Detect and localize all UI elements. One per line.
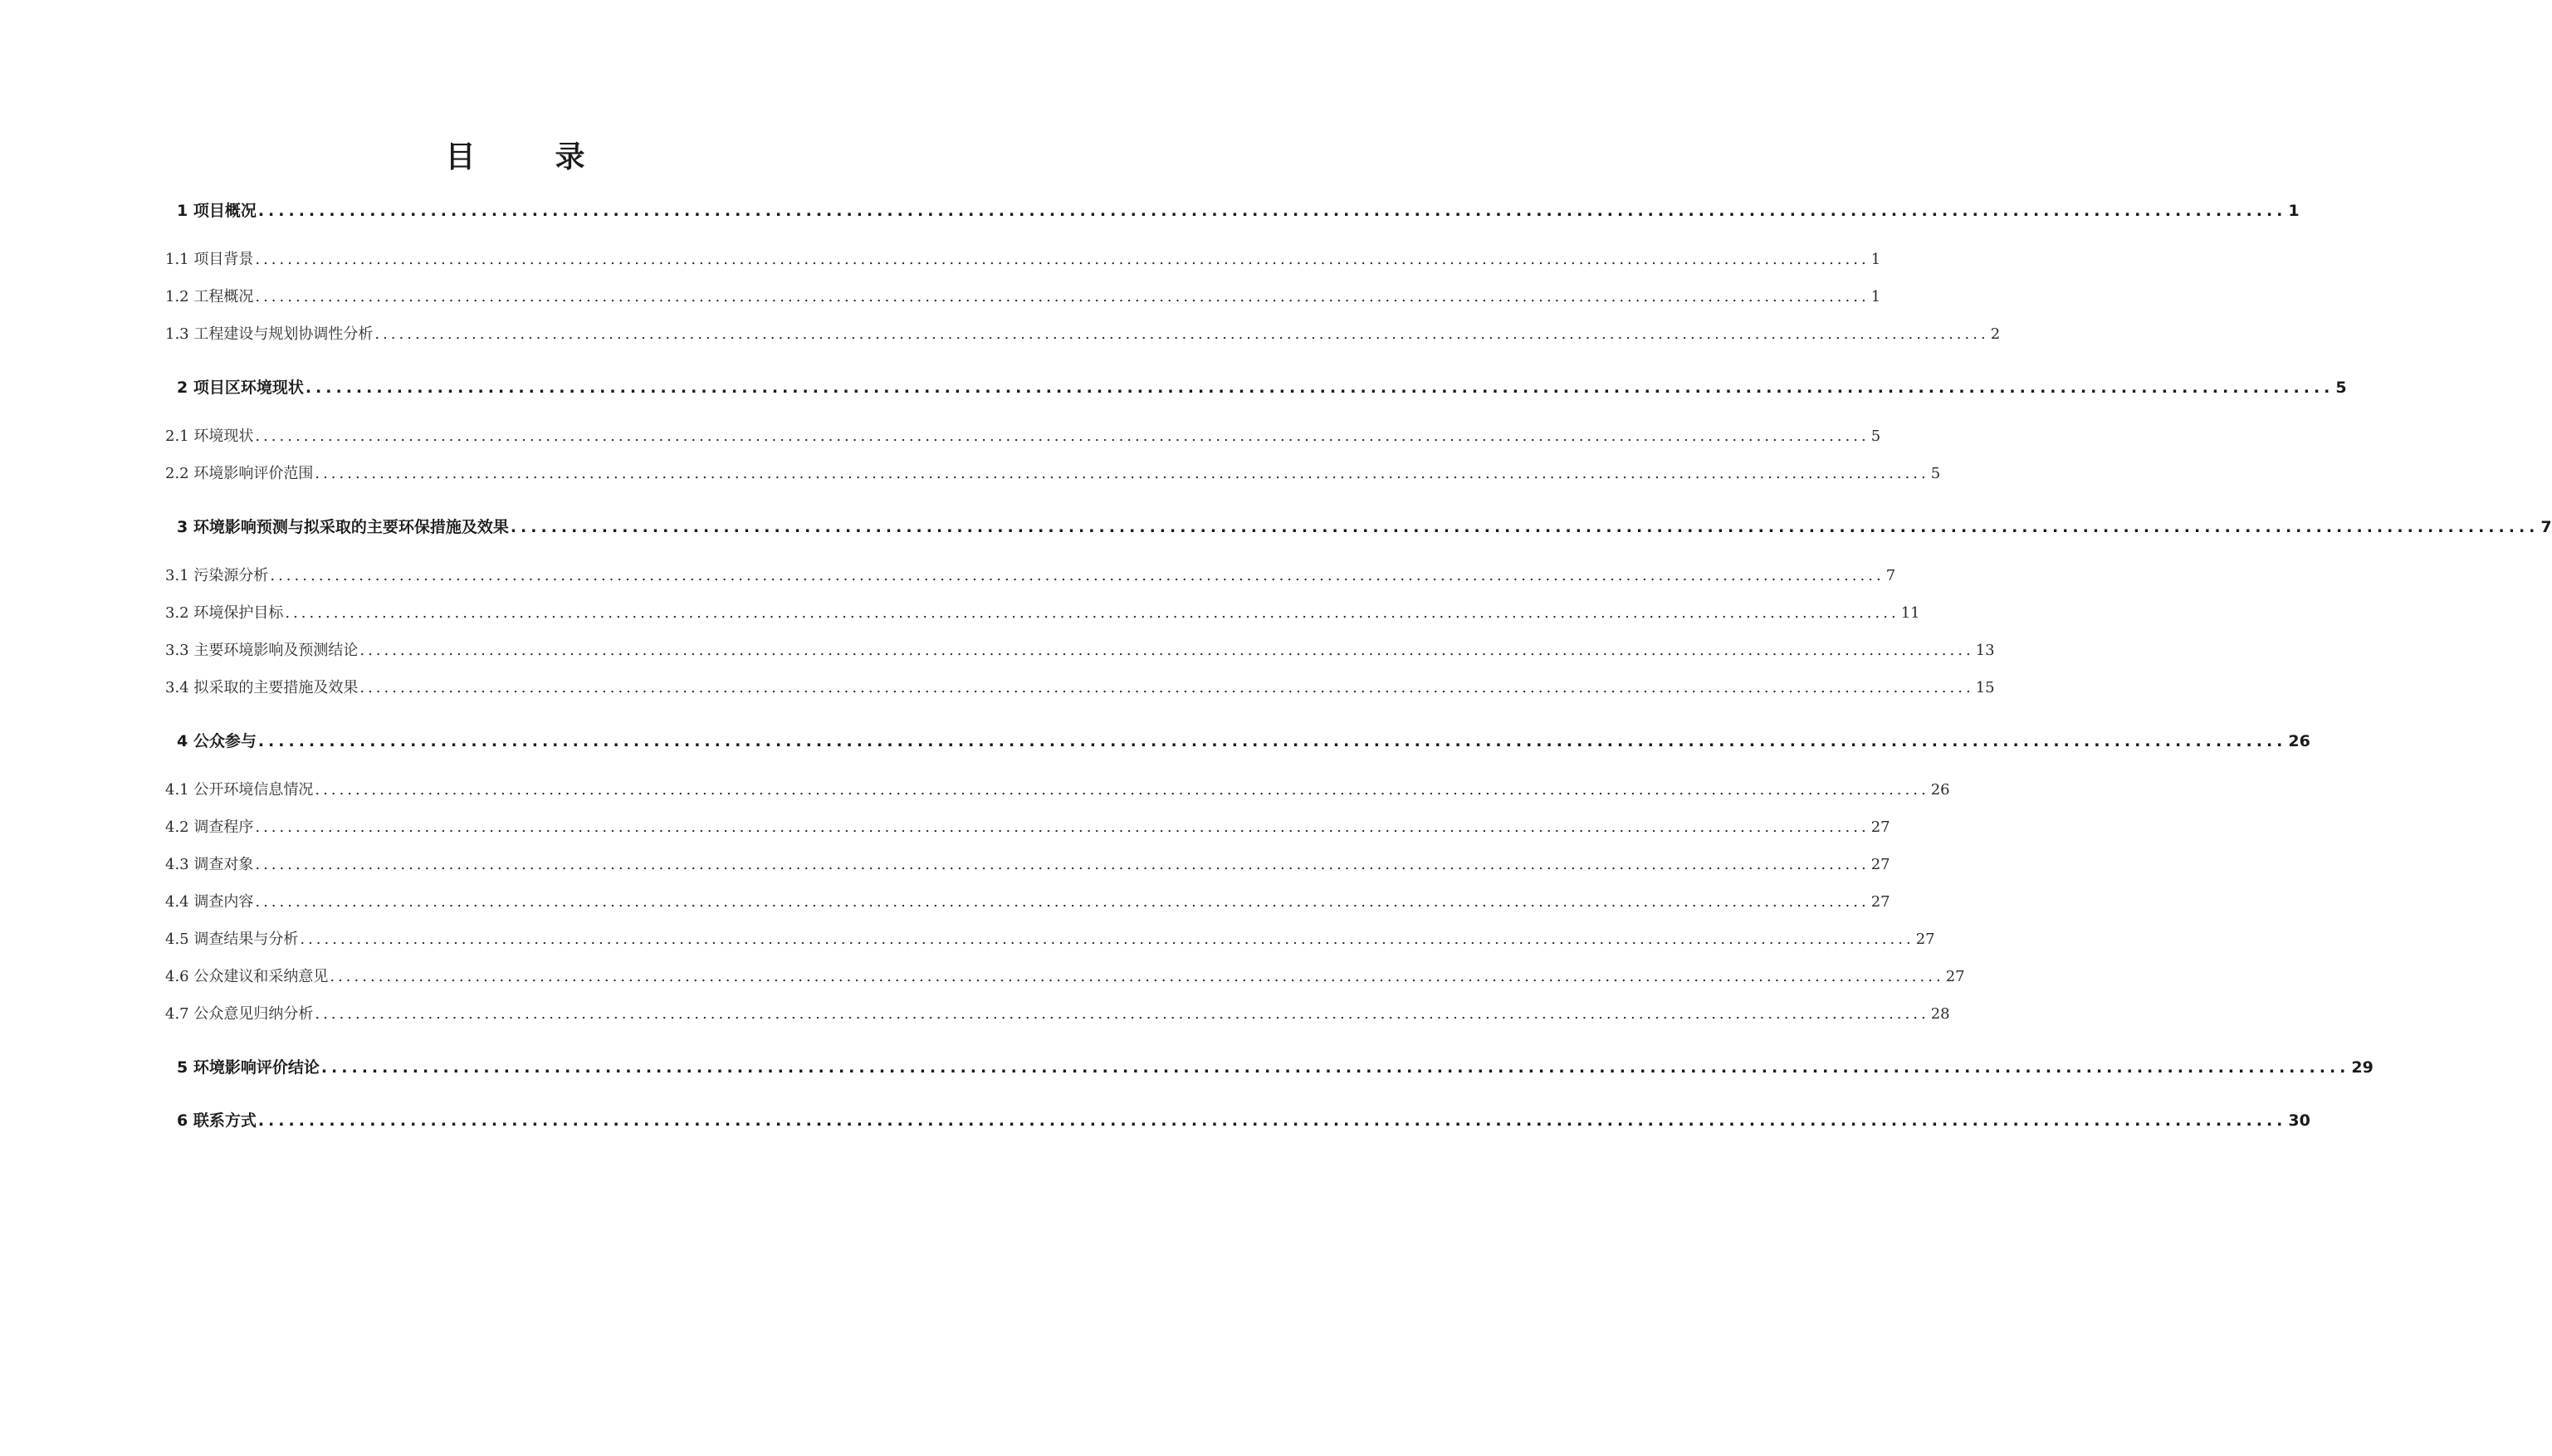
dot-leader: ........................................................................................................................................................................................................ — [359, 679, 1974, 696]
dot-leader: ........................................................................................................................................................................................................ — [270, 567, 1885, 584]
toc-entry-label: 1 项目概况 — [177, 202, 257, 220]
toc-entry-label: 3.3 主要环境影响及预测结论 — [165, 642, 359, 659]
toc-section-entry[interactable] — [165, 816, 1890, 839]
toc-page-number: 5 — [1930, 465, 1941, 482]
toc-section-entry[interactable] — [165, 853, 1890, 877]
toc-page-number: 27 — [1945, 968, 1965, 985]
toc-entry-label: 1.2 工程概况 — [165, 288, 254, 305]
page-title: 目 录 — [445, 140, 610, 174]
dot-leader: ........................................................................................................................................................................................................ — [255, 428, 1870, 445]
toc-page-number: 7 — [1885, 567, 1896, 584]
toc-entry-label: 3 环境影响预测与拟采取的主要环保措施及效果 — [177, 518, 509, 536]
toc-page-number: 26 — [2288, 732, 2310, 750]
toc-section-entry[interactable] — [165, 1003, 1950, 1026]
toc-page-number: 2 — [1990, 325, 2001, 343]
toc-entry-label: 4.2 调查程序 — [165, 818, 254, 836]
dot-leader: ........................................................................................................................................................................................................ — [285, 604, 1899, 622]
dot-leader: ........................................................................................................................................................................................................ — [257, 1112, 2287, 1130]
toc-entry-label: 3.1 污染源分析 — [165, 567, 269, 584]
dot-leader: ........................................................................................................................................................................................................ — [374, 325, 1989, 343]
toc-page-number: 11 — [1900, 604, 1920, 622]
toc-page-number: 13 — [1975, 642, 1995, 659]
toc-entry-label: 2.1 环境现状 — [165, 428, 254, 445]
toc-section-entry[interactable] — [165, 248, 1881, 271]
toc-page-number: 7 — [2540, 518, 2552, 536]
toc-chapter-entry[interactable] — [177, 730, 2310, 753]
dot-leader: ........................................................................................................................................................................................................ — [305, 379, 2334, 397]
dot-leader: ........................................................................................................................................................................................................ — [257, 732, 2287, 750]
toc-section-entry[interactable] — [165, 965, 1965, 989]
toc-section-entry[interactable] — [165, 602, 1920, 625]
toc-chapter-entry[interactable] — [177, 376, 2347, 399]
toc-entry-label: 3.4 拟采取的主要措施及效果 — [165, 679, 359, 696]
toc-chapter-entry[interactable] — [177, 199, 2300, 222]
toc-page-number: 5 — [2335, 379, 2347, 397]
dot-leader: ........................................................................................................................................................................................................ — [255, 288, 1870, 305]
dot-leader: ........................................................................................................................................................................................................ — [255, 856, 1870, 873]
toc-section-entry[interactable] — [165, 286, 1881, 309]
toc-entry-label: 2 项目区环境现状 — [177, 379, 304, 397]
dot-leader: ........................................................................................................................................................................................................ — [255, 893, 1870, 911]
toc-entry-label: 1.1 项目背景 — [165, 251, 254, 268]
toc-page-number: 27 — [1915, 931, 1935, 948]
toc-entry-label: 4.7 公众意见归纳分析 — [165, 1005, 314, 1023]
toc-chapter-entry[interactable] — [177, 1109, 2310, 1132]
dot-leader: ........................................................................................................................................................................................................ — [315, 781, 1929, 799]
toc-entry-label: 4.6 公众建议和采纳意见 — [165, 968, 329, 985]
toc-page-number: 27 — [1870, 818, 1890, 836]
toc-entry-label: 3.2 环境保护目标 — [165, 604, 284, 622]
dot-leader: ........................................................................................................................................................................................................ — [330, 968, 1944, 985]
toc-entry-label: 4.1 公开环境信息情况 — [165, 781, 314, 799]
toc-section-entry[interactable] — [165, 425, 1881, 448]
dot-leader: ........................................................................................................................................................................................................ — [300, 931, 1914, 948]
dot-leader: ........................................................................................................................................................................................................ — [320, 1058, 2350, 1077]
toc-entry-label: 5 环境影响评价结论 — [177, 1058, 320, 1077]
toc-section-entry[interactable] — [165, 462, 1941, 486]
toc-page-number: 26 — [1930, 781, 1950, 799]
dot-leader: ........................................................................................................................................................................................................ — [315, 465, 1929, 482]
toc-page-number: 1 — [1870, 288, 1881, 305]
toc-section-entry[interactable] — [165, 677, 1995, 700]
toc-page-number: 1 — [1870, 251, 1881, 268]
toc-entry-label: 2.2 环境影响评价范围 — [165, 465, 314, 482]
toc-page-number: 5 — [1870, 428, 1881, 445]
toc-page-number: 29 — [2351, 1058, 2374, 1077]
toc-page-number: 30 — [2288, 1112, 2310, 1130]
toc-section-entry[interactable] — [165, 779, 1950, 802]
toc-page-number: 1 — [2288, 202, 2300, 220]
toc-page-number: 15 — [1975, 679, 1995, 696]
toc-entry-label: 6 联系方式 — [177, 1112, 257, 1130]
dot-leader: ........................................................................................................................................................................................................ — [359, 642, 1974, 659]
toc-entry-label: 1.3 工程建设与规划协调性分析 — [165, 325, 374, 343]
toc-chapter-entry[interactable] — [177, 515, 2552, 539]
dot-leader: ........................................................................................................................................................................................................ — [255, 251, 1870, 268]
toc-section-entry[interactable] — [165, 639, 1995, 662]
toc-section-entry[interactable] — [165, 564, 1896, 588]
toc-section-entry[interactable] — [165, 891, 1890, 914]
toc-entry-label: 4.5 调查结果与分析 — [165, 931, 299, 948]
toc-section-entry[interactable] — [165, 323, 2001, 346]
toc-entry-label: 4.4 调查内容 — [165, 893, 254, 911]
dot-leader: ........................................................................................................................................................................................................ — [315, 1005, 1929, 1023]
dot-leader: ........................................................................................................................................................................................................ — [255, 818, 1870, 836]
toc-entry-label: 4 公众参与 — [177, 732, 257, 750]
toc-entry-label: 4.3 调查对象 — [165, 856, 254, 873]
toc-section-entry[interactable] — [165, 928, 1935, 951]
toc-page-number: 27 — [1870, 856, 1890, 873]
dot-leader: ........................................................................................................................................................................................................ — [510, 518, 2540, 536]
toc-page-number: 27 — [1870, 893, 1890, 911]
toc-page-number: 28 — [1930, 1005, 1950, 1023]
toc-chapter-entry[interactable] — [177, 1056, 2374, 1079]
dot-leader: ........................................................................................................................................................................................................ — [257, 202, 2287, 220]
